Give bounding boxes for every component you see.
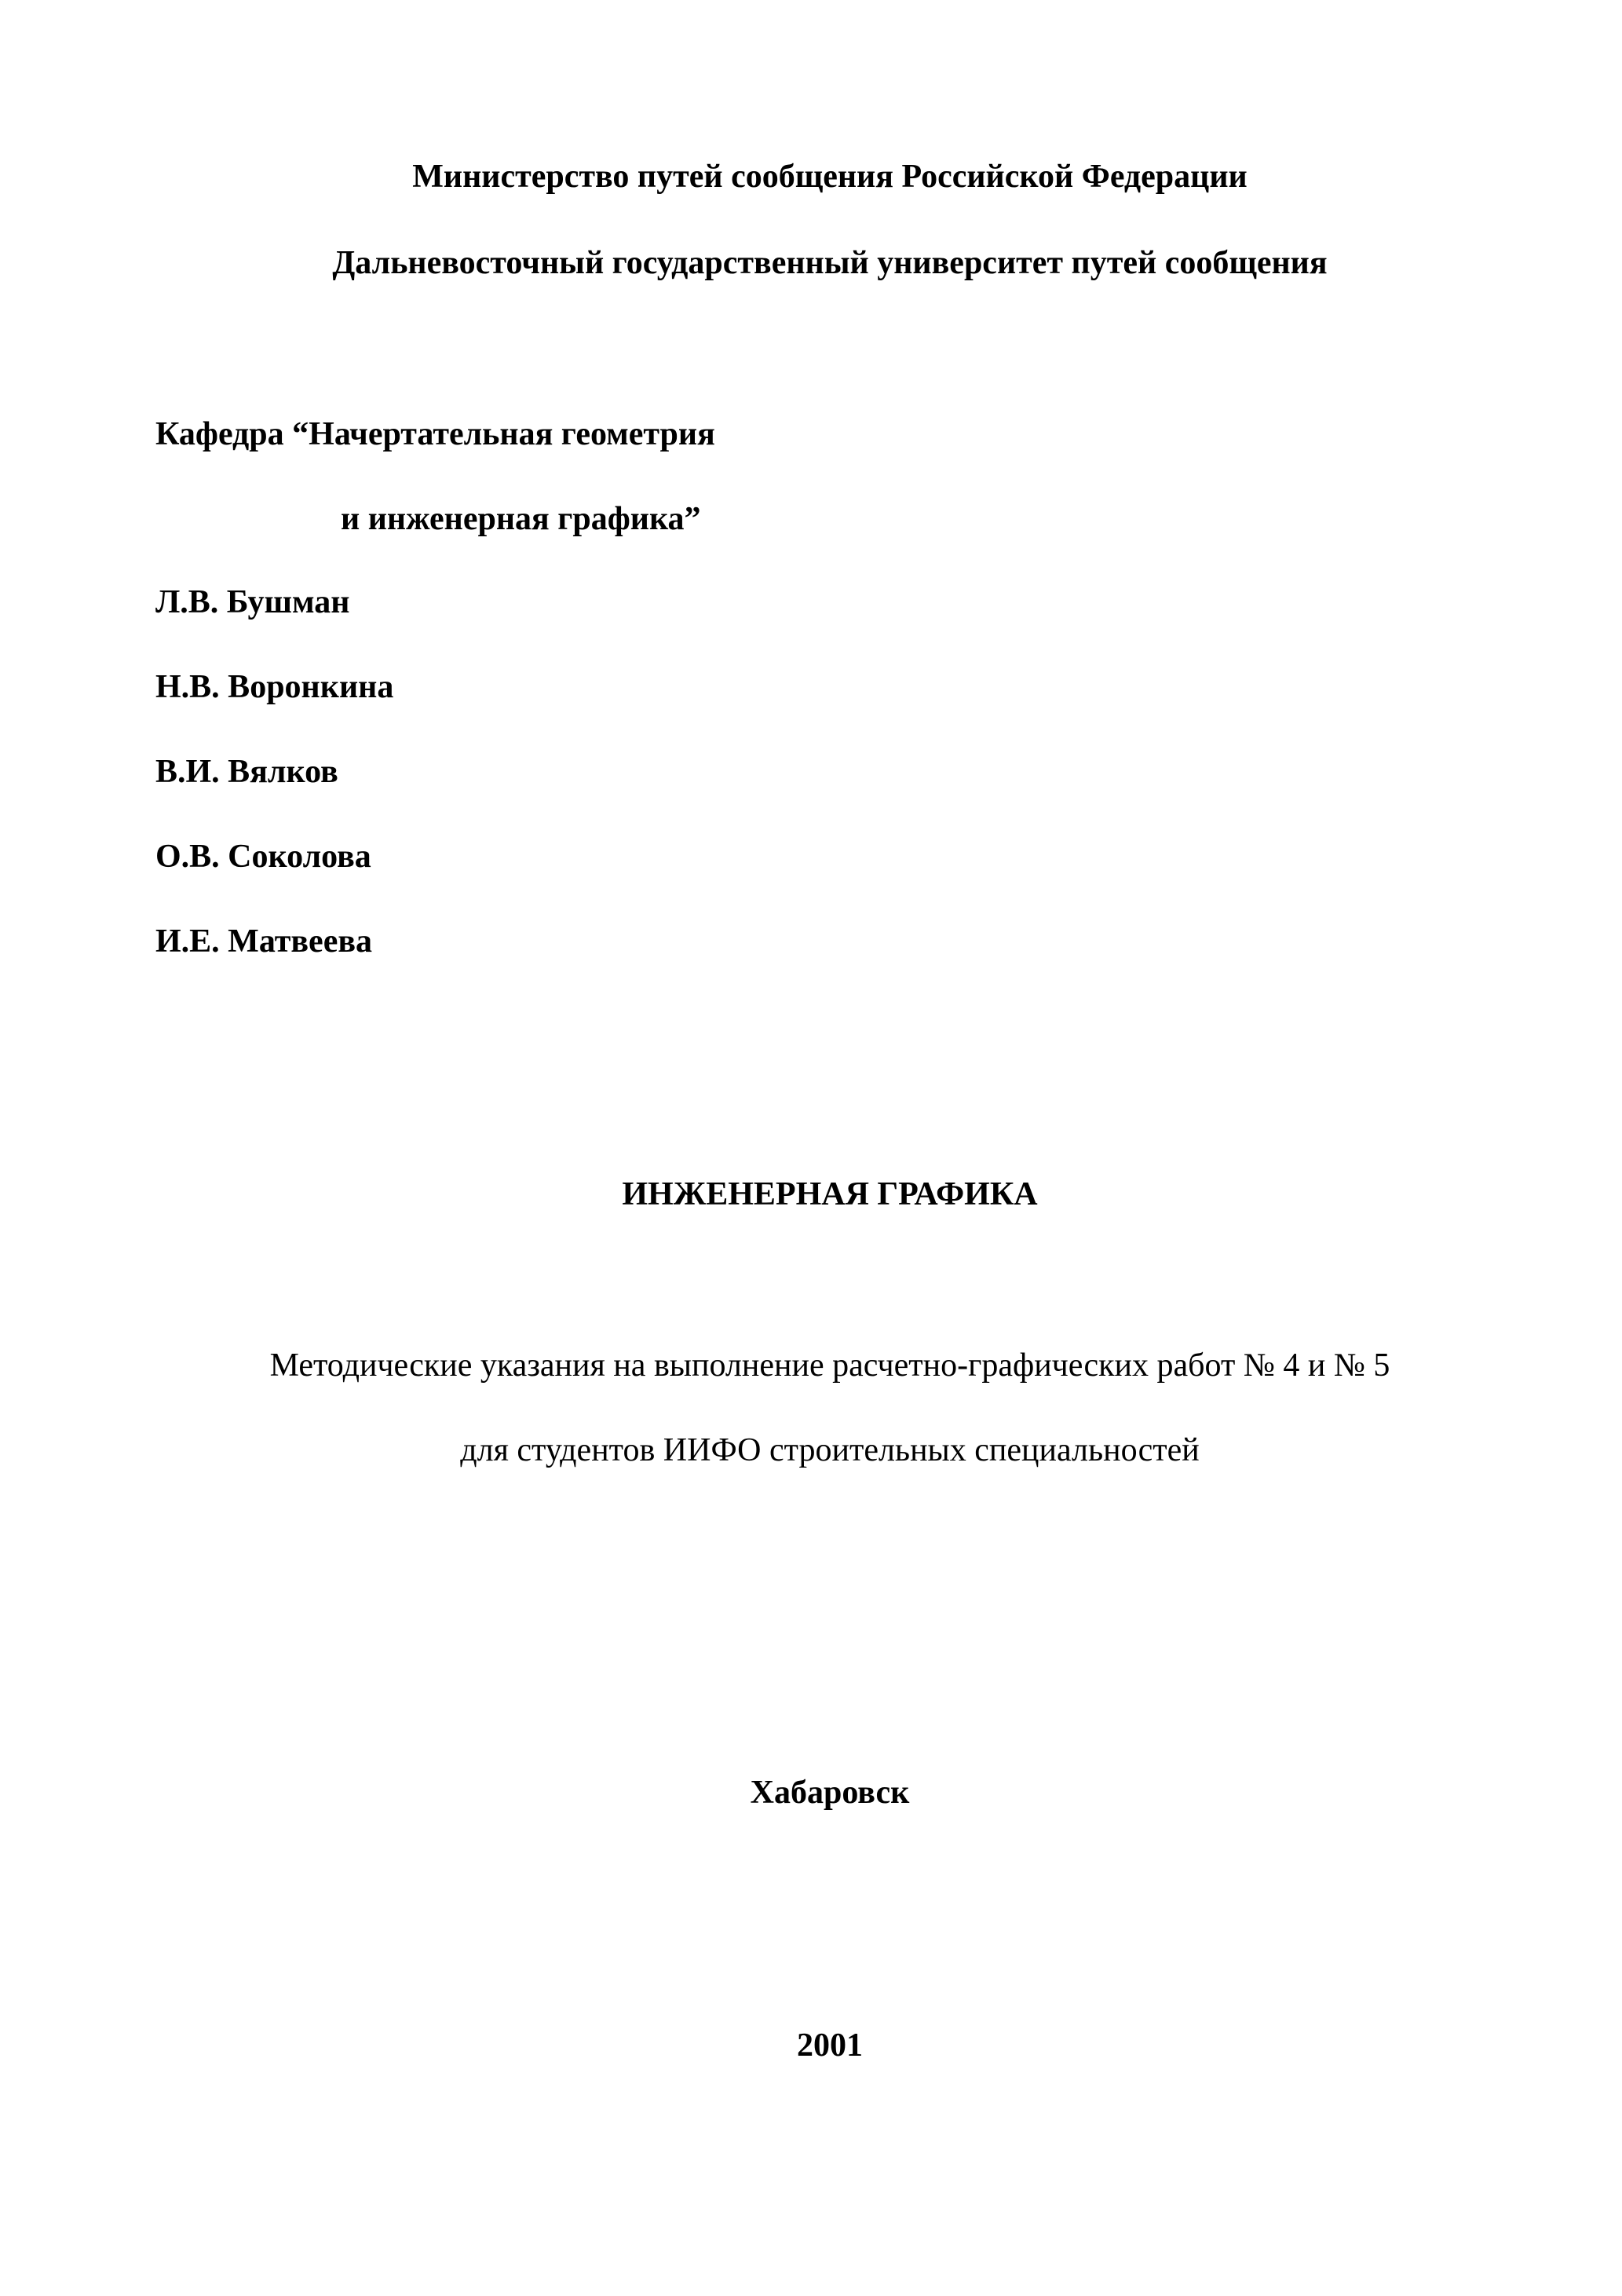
publication-year: 2001	[797, 2027, 863, 2064]
city-name: Хабаровск	[750, 1775, 910, 1811]
document-title: ИНЖЕНЕРНАЯ ГРАФИКА	[622, 1176, 1038, 1212]
author-name: В.И. Вялков	[155, 754, 338, 790]
department-line-2: и инженерная графика”	[341, 501, 701, 537]
ministry-heading: Министерство путей сообщения Российской Федерации	[412, 159, 1248, 195]
author-name: Н.В. Воронкина	[155, 669, 394, 705]
author-name: И.Е. Матвеева	[155, 923, 373, 960]
university-heading: Дальневосточный государственный университет путей сообщения	[332, 245, 1328, 281]
author-name: Л.В. Бушман	[155, 584, 350, 620]
author-name: О.В. Соколова	[155, 839, 371, 875]
subtitle-line-2: для студентов ИИФО строительных специальностей	[460, 1432, 1200, 1468]
subtitle-line-1: Методические указания на выполнение расчетно-графических работ № 4 и № 5	[269, 1347, 1390, 1384]
department-line-1: Кафедра “Начертательная геометрия	[155, 416, 715, 452]
